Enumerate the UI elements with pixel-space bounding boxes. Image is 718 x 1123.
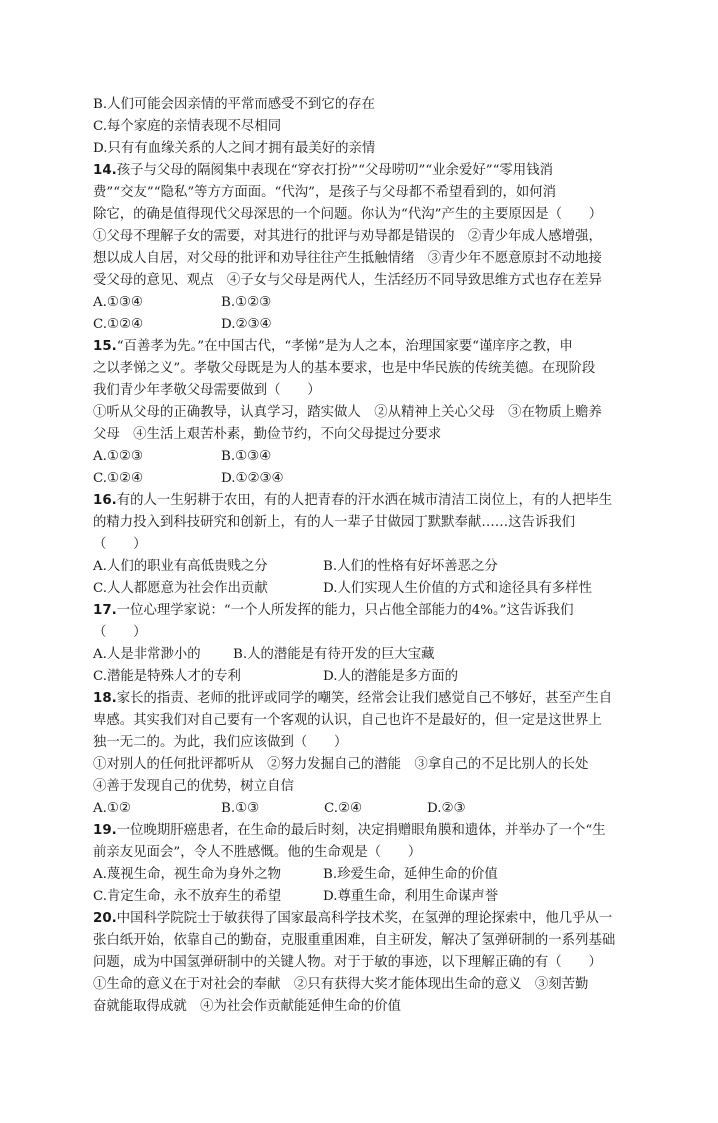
q15-option-c: C.①②④ xyxy=(93,471,144,486)
q15-number: 15. xyxy=(93,339,117,354)
q17-option-c: C.潜能是特殊人才的专利 xyxy=(93,669,241,684)
q14-number: 14. xyxy=(93,163,117,178)
q14-stem-line-1: 14.孩子与父母的隔阂集中表现在“穿衣打扮”“父母唠叨”“业余爱好”“零用钱消 xyxy=(93,163,553,178)
q20-stem-line-1: 20.中国科学院院士于敏获得了国家最高科学技术奖，在氢弹的理论探索中，他几乎从一 xyxy=(93,911,613,926)
q15-option-b: B.①③④ xyxy=(221,449,272,464)
q18-option-c: C.②④ xyxy=(324,801,363,816)
q16-number: 16. xyxy=(93,493,117,508)
q18-option-d: D.②③ xyxy=(427,801,466,816)
q17-number: 17. xyxy=(93,603,117,618)
q19-options-row-1 xyxy=(93,864,623,886)
q15-options-row-2 xyxy=(93,468,623,490)
q17-option-d: D.人的潜能是多方面的 xyxy=(323,669,459,684)
q18-options-row xyxy=(93,798,623,820)
q14-stem-line-3: 除它，的确是值得现代父母深思的一个问题。你认为“代沟”产生的主要原因是（ ） xyxy=(93,207,603,222)
q14-option-d: D.②③④ xyxy=(221,317,272,332)
q17-options-row-2 xyxy=(93,666,623,688)
q14-stem-line-4: ①父母不理解子女的需要，对其进行的批评与劝导都是错误的 ②青少年成人感增强， xyxy=(93,229,602,244)
q16-stem-line-1: 16.有的人一生躬耕于农田，有的人把青春的汗水洒在城市清洁工岗位上，有的人把毕生 xyxy=(93,493,613,508)
q14-options-row-2 xyxy=(93,314,623,336)
q18-option-b: B.①③ xyxy=(221,801,260,816)
q19-stem-line-2: 前亲友见面会”，令人不胜感慨。他的生命观是（ ） xyxy=(93,845,422,860)
q15-stem-line-5: 父母 ④生活上艰苦朴素，勤俭节约，不向父母提过分要求 xyxy=(93,427,442,442)
q14-options-row-1 xyxy=(93,292,623,314)
q17-options-row-1 xyxy=(93,644,623,666)
q18-stem-line-1: 18.家长的指责、老师的批评或同学的嘲笑，经常会让我们感觉自己不够好，甚至产生自 xyxy=(93,691,613,706)
q16-stem-line-2: 的精力投入到科技研究和创新上，有的人一辈子甘做园丁默默奉献……这告诉我们 xyxy=(93,515,576,530)
q14-option-c: C.①②④ xyxy=(93,317,144,332)
q17-stem-line-1: 17.一位心理学家说：“一个人所发挥的能力，只占他全部能力的4%。”这告诉我们 xyxy=(93,603,574,618)
q16-options-row-1 xyxy=(93,556,623,578)
q13-option-b: B.人们可能会因亲情的平常而感受不到它的存在 xyxy=(93,97,375,112)
q19-option-b: B.珍爱生命，延伸生命的价值 xyxy=(323,867,498,882)
q19-option-c: C.肯定生命，永不放弃生的希望 xyxy=(93,889,282,904)
q15-options-row-1 xyxy=(93,446,623,468)
q19-stem-line-1: 19.一位晚期肝癌患者，在生命的最后时刻，决定捐赠眼角膜和遗体，并举办了一个“生 xyxy=(93,823,606,838)
q15-stem-line-3: 我们青少年孝敬父母需要做到（ ） xyxy=(93,383,321,398)
q19-options-row-2 xyxy=(93,886,623,908)
q20-number: 20. xyxy=(93,911,117,926)
q17-stem-line-2: （ ） xyxy=(93,625,147,640)
q15-stem-line-1: 15.“百善孝为先。”在中国古代，“孝悌”是为人之本，治理国家要“谨庠序之教，申 xyxy=(93,339,573,354)
q20-stem-line-3: 问题，成为中国氢弹研制中的关键人物。对于于敏的事迹，以下理解正确的有（ ） xyxy=(93,955,602,970)
q14-stem-line-2: 费”“交友”“隐私”等方方面面。“代沟”，是孩子与父母都不希望看到的，如何消 xyxy=(93,185,557,200)
q18-option-a: A.①② xyxy=(93,801,131,816)
q18-stem-line-4: ①对别人的任何批评都听从 ②努力发掘自己的潜能 ③拿自己的不足比别人的长处 xyxy=(93,757,589,772)
q15-stem-line-2: 之以孝悌之义”。孝敬父母既是为人的基本要求，也是中华民族的传统美德。在现阶段 xyxy=(93,361,596,376)
q13-option-d: D.只有有血缘关系的人之间才拥有最美好的亲情 xyxy=(93,141,376,156)
q18-number: 18. xyxy=(93,691,117,706)
q20-stem-line-5: 奋就能取得成就 ④为社会作贡献能延伸生命的价值 xyxy=(93,999,401,1014)
q14-option-a: A.①③④ xyxy=(93,295,143,310)
q16-option-d: D.人们实现人生价值的方式和途径具有多样性 xyxy=(323,581,592,596)
q17-option-b: B.人的潜能是有待开发的巨大宝藏 xyxy=(233,647,435,662)
q19-number: 19. xyxy=(93,823,117,838)
q18-stem-line-2: 卑感。其实我们对自己要有一个客观的认识，自己也许不是最好的，但一定是这世界上 xyxy=(93,713,602,728)
q18-stem-line-5: ④善于发现自己的优势，树立自信 xyxy=(93,779,294,794)
q15-option-d: D.①②③④ xyxy=(221,471,284,486)
q15-stem-line-4: ①听从父母的正确教导，认真学习，踏实做人 ②从精神上关心父母 ③在物质上赡养 xyxy=(93,405,602,420)
exam-page xyxy=(93,94,623,1018)
q18-stem-line-3: 独一无二的。为此，我们应该做到（ ） xyxy=(93,735,348,750)
q20-stem-line-2: 张白纸开始，依靠自己的勤奋，克服重重困难，自主研发，解决了氢弹研制的一系列基础 xyxy=(93,933,616,948)
q20-stem-line-4: ①生命的意义在于对社会的奉献 ②只有获得大奖才能体现出生命的意义 ③刻苦勤 xyxy=(93,977,589,992)
q16-option-a: A.人们的职业有高低贵贱之分 xyxy=(93,559,268,574)
q16-option-c: C.人人都愿意为社会作出贡献 xyxy=(93,581,268,596)
q14-stem-line-5: 想以成人自居，对父母的批评和劝导往往产生抵触情绪 ③青少年不愿意原封不动地接 xyxy=(93,251,602,266)
q15-option-a: A.①②③ xyxy=(93,449,143,464)
q16-options-row-2 xyxy=(93,578,623,600)
q14-option-b: B.①②③ xyxy=(221,295,272,310)
q13-option-c: C.每个家庭的亲情表现不尽相同 xyxy=(93,119,282,134)
q17-option-a: A.人是非常渺小的 xyxy=(93,647,201,662)
q16-stem-line-3: （ ） xyxy=(93,537,147,552)
q14-stem-line-6: 受父母的意见、观点 ④子女与父母是两代人，生活经历不同导致思维方式也存在差异 xyxy=(93,273,602,288)
q19-option-d: D.尊重生命，利用生命谋声誉 xyxy=(323,889,499,904)
q19-option-a: A.蔑视生命，视生命为身外之物 xyxy=(93,867,282,882)
q16-option-b: B.人们的性格有好坏善恶之分 xyxy=(323,559,498,574)
